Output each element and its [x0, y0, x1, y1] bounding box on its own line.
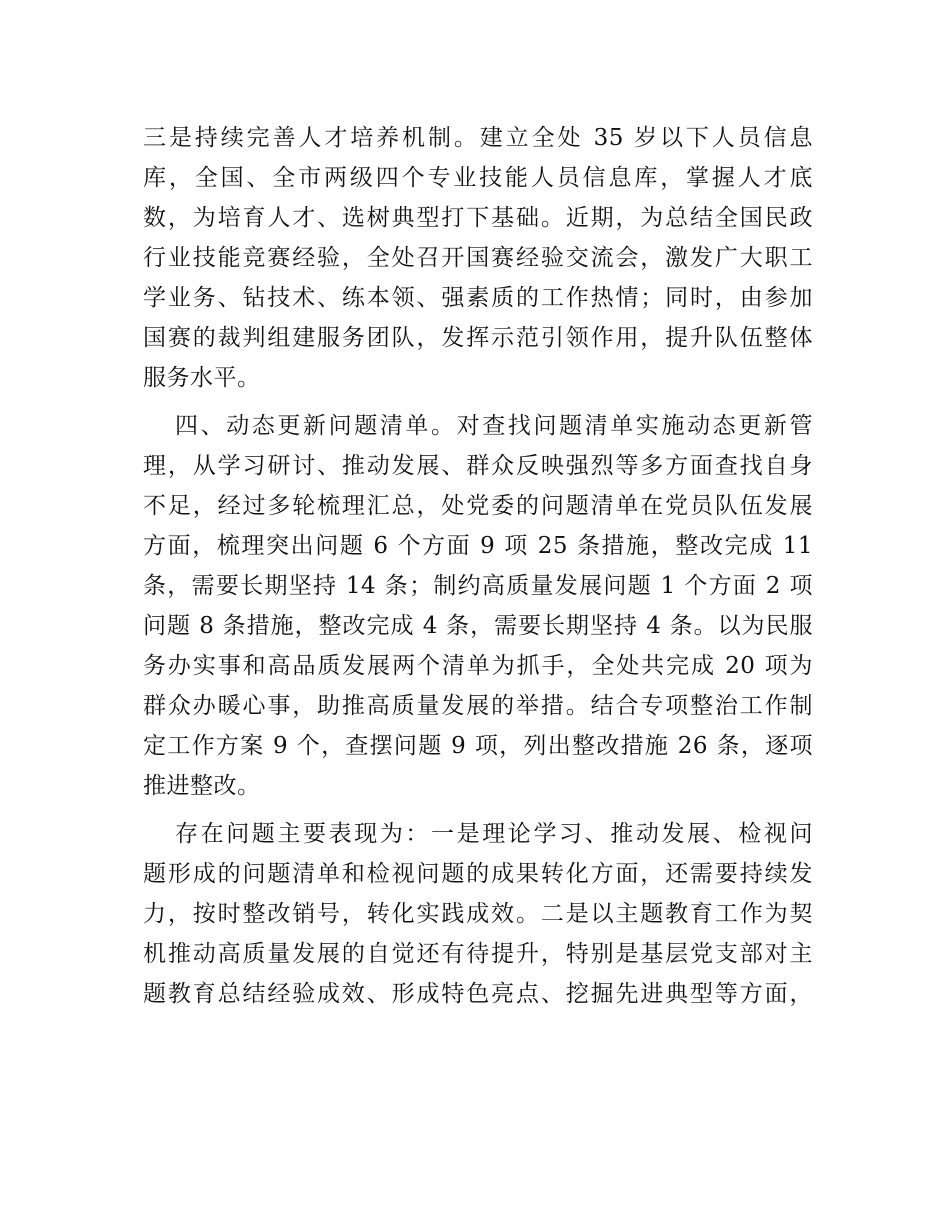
text-line: 定工作方案 9 个，查摆问题 9 项，列出整改措施 26 条，逐项 — [143, 733, 813, 759]
text-line: 机推动高质量发展的自觉还有待提升，特别是基层党支部对主 — [143, 941, 813, 967]
paragraph-problem-list — [143, 406, 813, 806]
document-body — [143, 118, 813, 1022]
paragraph-talent-mechanism — [143, 118, 813, 398]
text-line: 数，为培育人才、选树典型打下基础。近期，为总结全国民政 — [143, 205, 813, 231]
text-line: 库，全国、全市两级四个专业技能人员信息库，掌握人才底 — [143, 165, 813, 191]
paragraph-existing-problems — [143, 814, 813, 1014]
text-line: 服务水平。 — [143, 365, 261, 391]
text-line: 行业技能竞赛经验，全处召开国赛经验交流会，激发广大职工 — [143, 245, 813, 271]
text-line: 推进整改。 — [143, 773, 261, 799]
text-line: 不足，经过多轮梳理汇总，处党委的问题清单在党员队伍发展 — [143, 493, 813, 519]
text-line: 题教育总结经验成效、形成特色亮点、挖掘先进典型等方面， — [143, 981, 813, 1007]
text-line: 三是持续完善人才培养机制。建立全处 35 岁以下人员信息 — [143, 125, 813, 151]
text-line: 存在问题主要表现为：一是理论学习、推动发展、检视问 — [175, 821, 813, 847]
text-line: 方面，梳理突出问题 6 个方面 9 项 25 条措施，整改完成 11 — [143, 533, 813, 559]
text-line: 问题 8 条措施，整改完成 4 条，需要长期坚持 4 条。以为民服 — [143, 613, 813, 639]
text-line: 条，需要长期坚持 14 条；制约高质量发展问题 1 个方面 2 项 — [143, 573, 813, 599]
text-line: 四、动态更新问题清单。对查找问题清单实施动态更新管 — [175, 413, 813, 439]
text-line: 力，按时整改销号，转化实践成效。二是以主题教育工作为契 — [143, 901, 813, 927]
text-line: 国赛的裁判组建服务团队，发挥示范引领作用，提升队伍整体 — [143, 325, 813, 351]
text-line: 务办实事和高品质发展两个清单为抓手，全处共完成 20 项为 — [143, 653, 813, 679]
text-line: 题形成的问题清单和检视问题的成果转化方面，还需要持续发 — [143, 861, 813, 887]
text-line: 理，从学习研讨、推动发展、群众反映强烈等多方面查找自身 — [143, 453, 813, 479]
text-line: 群众办暖心事，助推高质量发展的举措。结合专项整治工作制 — [143, 693, 813, 719]
text-line: 学业务、钻技术、练本领、强素质的工作热情；同时，由参加 — [143, 285, 813, 311]
